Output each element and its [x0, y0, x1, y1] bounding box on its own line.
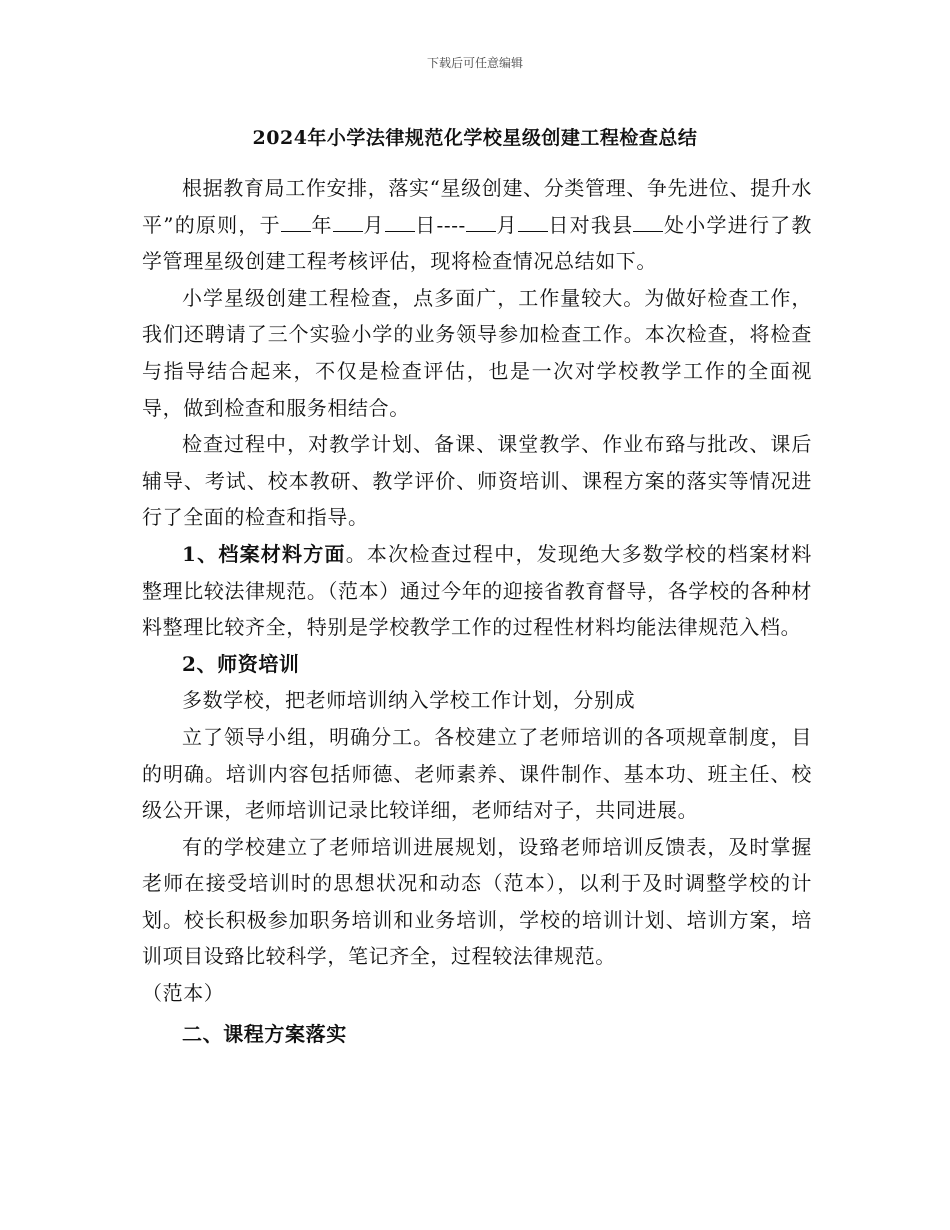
- heading-teacher-training: 2、师资培训: [182, 651, 300, 676]
- paragraph-archives: [142, 536, 812, 646]
- document-title: 2024年小学法律规范化学校星级创建工程检查总结: [252, 127, 698, 149]
- intro-text-5: 月: [495, 212, 518, 237]
- blank-field: [385, 213, 415, 232]
- intro-text-2: 年: [310, 212, 333, 237]
- intro-text-7: 处小学进行了教学管理星级创建工程考核评估，现将检查情况总结如下。: [142, 212, 813, 274]
- paragraph-training-2: 立了领导小组，明确分工。各校建立了老师培训的各项规章制度，目的明确。培训内容包括师德、老师素养、课件制作、基本功、班主任、校级公开课，老师培训记录比较详细，老师结对子，共同进展。: [142, 724, 812, 823]
- heading-curriculum: 二、课程方案落实: [182, 1021, 347, 1046]
- header-note: 下载后可任意编辑: [426, 56, 523, 70]
- archives-heading: 1、档案材料方面: [182, 541, 346, 566]
- blank-field: [281, 213, 311, 232]
- document-body: [142, 170, 812, 1052]
- paragraph-training-3: 有的学校建立了老师培训进展规划，设臵老师培训反馈表，及时掌握老师在接受培训时的思想状况和动态（范本），以利于及时调整学校的计划。校长积极参加职务培训和业务培训，学校的培训计划、培训方案，培训项目设臵比较科学，笔记齐全，过程较法律规范。: [142, 834, 812, 969]
- intro-text-4: 日----: [414, 212, 466, 237]
- paragraph-training-1: 多数学校，把老师培训纳入学校工作计划，分别成: [182, 688, 636, 713]
- blank-field: [333, 213, 363, 232]
- paragraph-intro: [142, 170, 812, 280]
- intro-text-1: 根据教育局工作安排，落实“星级创建、分类管理、争先进位、提升水平”的原则，于: [142, 176, 812, 237]
- intro-text-3: 月: [362, 212, 385, 237]
- intro-text-6: 日对我县: [547, 212, 634, 237]
- blank-field: [633, 213, 663, 232]
- blank-field: [466, 213, 496, 232]
- paragraph-inspection: 小学星级创建工程检查，点多面广，工作量较大。为做好检查工作，我们还聘请了三个实验小学的业务领导参加检查工作。本次检查，将检查与指导结合起来，不仅是检查评估，也是一次对学校教学工作的全面视导，做到检查和服务相结合。: [142, 285, 812, 420]
- paragraph-process: 检查过程中，对教学计划、备课、课堂教学、作业布臵与批改、课后辅导、考试、校本教研、教学评价、师资培训、课程方案的落实等情况进行了全面的检查和指导。: [142, 432, 812, 530]
- paragraph-training-tail: （范本）: [142, 981, 225, 1006]
- blank-field: [518, 213, 548, 232]
- archives-text: 。本次检查过程中，发现绝大多数学校的档案材料整理比较法律规范。（范本）通过今年的迎接省教育督导，各学校的各种材料整理比较齐全，特别是学校教学工作的过程性材料均能法律规范入档。: [142, 541, 812, 640]
